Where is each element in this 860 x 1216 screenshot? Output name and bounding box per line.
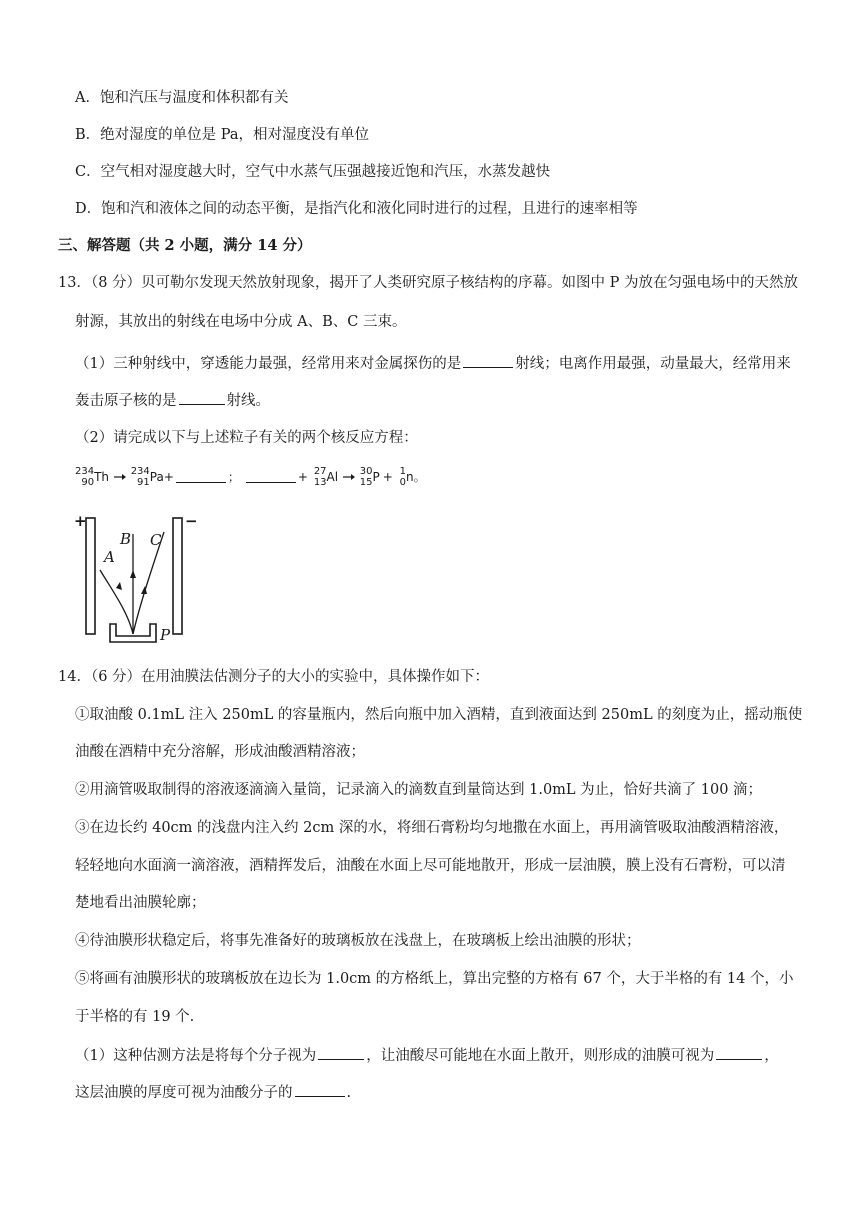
nuclide-th xyxy=(75,466,109,488)
q13-part1-text-a: （1）三种射线中，穿透能力最强，经常用来对金属探伤的是 xyxy=(75,356,462,372)
question-13-part1-cont xyxy=(75,390,270,411)
q14-part1-text-e: . xyxy=(346,1085,352,1101)
p-number: 15 xyxy=(359,477,373,488)
nuclide-n xyxy=(400,466,414,488)
q14-step4: ④待油膜形状稳定后，将事先准备好的玻璃板放在浅盘上，在玻璃板上绘出油膜的形状； xyxy=(75,933,641,949)
plus-sign: + xyxy=(382,470,393,484)
question-14-part1-cont xyxy=(75,1082,351,1103)
positive-plate xyxy=(86,518,95,634)
q14-step1-cont: 油酸在酒精中充分溶解，形成油酸酒精溶液； xyxy=(75,744,365,760)
th-mass: 234 xyxy=(75,466,95,477)
answer-blank[interactable] xyxy=(246,472,296,483)
nuclide-al xyxy=(314,466,338,488)
negative-plate xyxy=(173,518,182,634)
arrow-icon xyxy=(343,473,355,481)
answer-blank[interactable] xyxy=(176,472,226,483)
n-symbol: n xyxy=(406,470,414,484)
period: 。 xyxy=(413,470,426,484)
label-c: C xyxy=(150,531,162,549)
q14-step2: ②用滴管吸取制得的溶液逐滴滴入量筒，记录滴入的滴数直到量筒达到 1.0mL 为止，恰好共滴了 100 滴； xyxy=(75,782,763,798)
arrow-b-icon xyxy=(130,570,136,578)
option-a: A．饱和汽压与温度和体积都有关 xyxy=(75,90,289,106)
radiation-field-diagram xyxy=(72,512,202,652)
option-b: B．绝对湿度的单位是 Pa，相对湿度没有单位 xyxy=(75,127,370,143)
label-p: P xyxy=(160,626,171,644)
al-mass: 27 xyxy=(313,466,327,477)
n-mass: 1 xyxy=(399,466,406,477)
question-14-part1 xyxy=(75,1045,779,1066)
th-number: 90 xyxy=(81,477,95,488)
q14-step3-cont: 轻轻地向水面滴一滴溶液，酒精挥发后，油酸在水面上尽可能地散开，形成一层油膜，膜上没有石膏粉，可以清 xyxy=(75,858,786,874)
question-13-stem-cont: 射源，其放出的射线在电场中分成 A、B、C 三束。 xyxy=(75,314,407,330)
option-d: D．饱和汽和液体之间的动态平衡，是指汽化和液化同时进行的过程，且进行的速率相等 xyxy=(75,201,638,217)
nuclear-equations xyxy=(75,466,426,488)
p-mass: 30 xyxy=(359,466,373,477)
answer-blank[interactable] xyxy=(295,1082,345,1097)
n-number: 0 xyxy=(399,477,406,488)
positive-plate-label: + xyxy=(74,512,87,530)
q14-step5-cont: 于半格的有 19 个. xyxy=(75,1009,195,1025)
q13-part1-text-d: 射线。 xyxy=(226,393,270,409)
question-13-part2: （2）请完成以下与上述粒子有关的两个核反应方程： xyxy=(75,430,418,446)
q14-part1-text-d: 这层油膜的厚度可视为油酸分子的 xyxy=(75,1085,293,1101)
arrow-a-icon xyxy=(116,582,122,590)
nuclide-pa xyxy=(131,466,164,488)
plus-sign: + xyxy=(297,470,308,484)
arrow-icon xyxy=(114,473,126,481)
question-13-stem: 13．（8 分）贝可勒尔发现天然放射现象，揭开了人类研究原子核结构的序幕。如图中 P 为放在匀强电场中的天然放 xyxy=(58,275,799,291)
question-13-part1 xyxy=(75,353,791,374)
answer-blank[interactable] xyxy=(463,353,513,368)
p-symbol: P xyxy=(372,470,380,484)
answer-blank[interactable] xyxy=(716,1045,762,1060)
q14-step3: ③在边长约 40cm 的浅盘内注入约 2cm 深的水，将细石膏粉均匀地撒在水面上，再用滴管吸取油酸酒精溶液， xyxy=(75,820,789,836)
option-c: C．空气相对湿度越大时，空气中水蒸气压强越接近饱和汽压，水蒸发越快 xyxy=(75,164,551,180)
question-14-stem: 14．（6 分）在用油膜法估测分子的大小的实验中，具体操作如下： xyxy=(58,669,490,685)
semicolon: ； xyxy=(227,470,240,484)
q14-part1-text-c: ， xyxy=(764,1048,779,1064)
q13-part1-text-b: 射线；电离作用最强，动量最大，经常用来 xyxy=(515,356,791,372)
label-b: B xyxy=(120,530,132,548)
q14-step5: ⑤将画有油膜形状的玻璃板放在边长为 1.0cm 的方格纸上，算出完整的方格有 67 个，大于半格的有 14 个，小 xyxy=(75,971,794,987)
q14-part1-text-a: （1）这种估测方法是将每个分子视为 xyxy=(75,1048,317,1064)
q14-step3-cont2: 楚地看出油膜轮廓； xyxy=(75,895,206,911)
q14-part1-text-b: ，让油酸尽可能地在水面上散开，则形成的油膜可视为 xyxy=(366,1048,715,1064)
q13-part1-text-c: 轰击原子核的是 xyxy=(75,393,177,409)
nuclide-p xyxy=(360,466,380,488)
q14-step1: ①取油酸 0.1mL 注入 250mL 的容量瓶内，然后向瓶中加入酒精，直到液面达到 250mL 的刻度为止，摇动瓶使 xyxy=(75,707,803,723)
pa-symbol: Pa xyxy=(149,470,164,484)
th-symbol: Th xyxy=(94,470,110,484)
pa-mass: 234 xyxy=(130,466,150,477)
al-symbol: Al xyxy=(326,470,339,484)
pa-number: 91 xyxy=(137,477,150,488)
al-number: 13 xyxy=(313,477,327,488)
label-a: A xyxy=(104,548,115,566)
plus-sign: + xyxy=(163,470,174,484)
answer-blank[interactable] xyxy=(318,1045,364,1060)
negative-plate-label: − xyxy=(185,512,198,530)
answer-blank[interactable] xyxy=(179,390,225,405)
section-heading: 三、解答题（共 2 小题，满分 14 分） xyxy=(58,237,312,254)
